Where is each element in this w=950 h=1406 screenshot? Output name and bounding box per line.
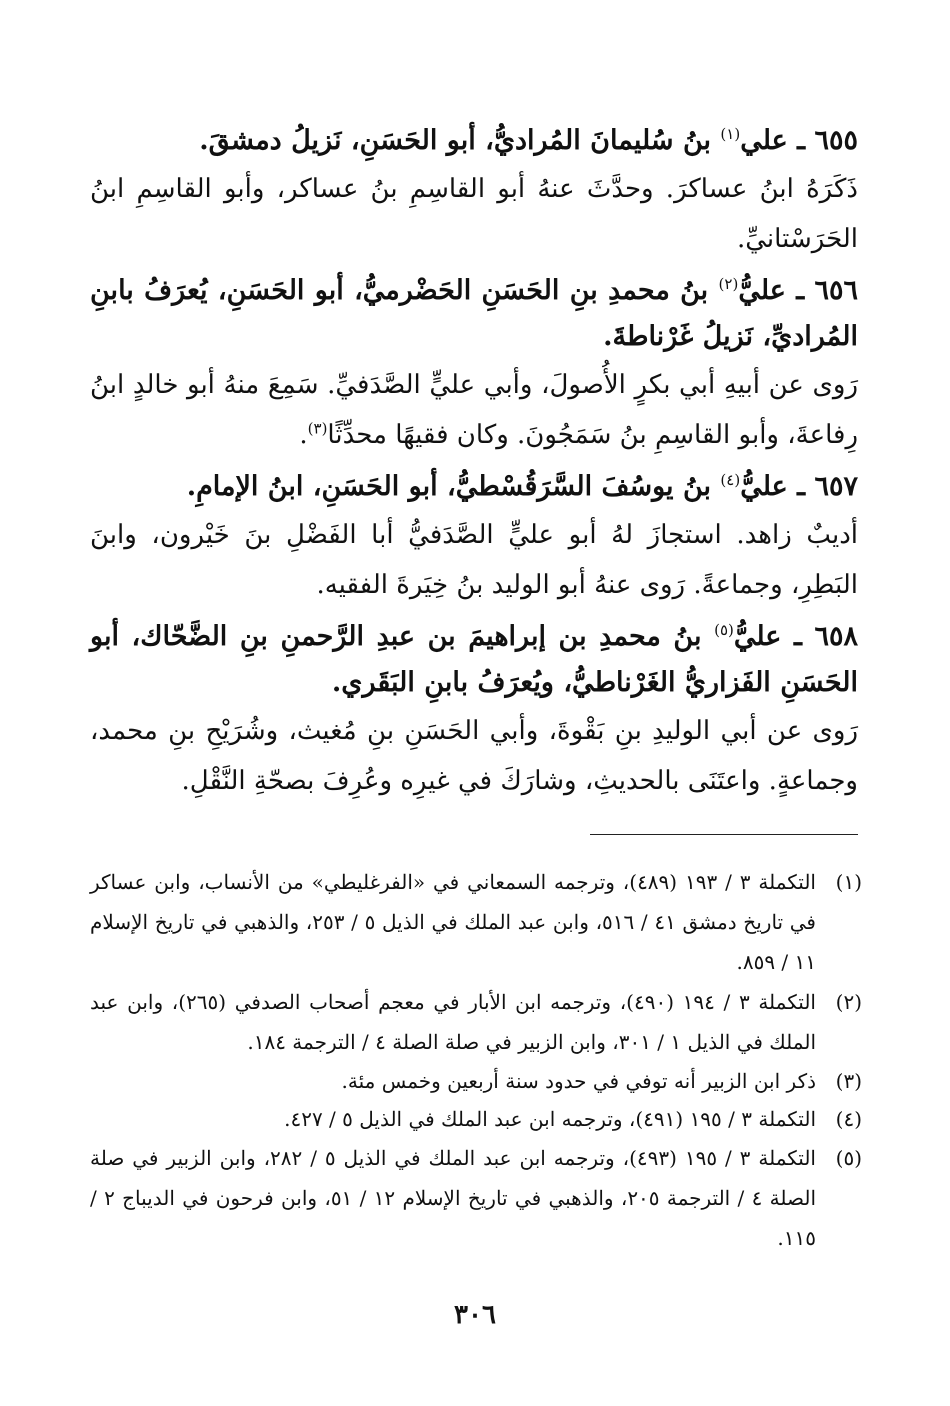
page-number: ٣٠٦ xyxy=(454,1300,496,1330)
entry-name: عليُّ xyxy=(733,621,782,652)
footnote-number: (٢) xyxy=(835,990,862,1014)
entry-name: عليُّ xyxy=(740,471,788,502)
footnote-marker[interactable]: (٢) xyxy=(718,275,739,293)
biography-entry xyxy=(90,268,858,460)
entry-heading-rest: بنُ محمدِ بنِ الحَسَنِ الحَضْرميُّ، أبو الحَسَنِ، يُعرَفُ بابنِ المُراديِّ، نَزيلُ غَرْناطةَ. xyxy=(90,275,858,352)
entry-body: رَوى عن أبي الوليدِ بنِ بَقْوةَ، وأبي الحَسَنِ بنِ مُغيث، وشُرَيْحِ بنِ محمد، وجماعةٍ. واعتَنَى بالحديثِ، وشارَكَ في غيرِه وعُرِفَ بصحّةِ النَّقْلِ. xyxy=(90,716,858,796)
entry-heading: ٦٥٥ ـ علي$^{(١)}$ بنُ سُليمانَ المُراديُّ، أبو الحَسَنِ، نَزيلُ دمشقَ. xyxy=(199,125,858,156)
main-text xyxy=(90,118,858,806)
footnote xyxy=(90,1138,862,1258)
entry-body-text: رَوى عن أبيهِ أبي بكرٍ الأُصولَ، وأبي عليٍّ الصَّدَفيِّ. سَمِعَ منهُ أبو خالدٍ ابنُ رِفاعةَ، وأبو القاسِمِ بنُ سَمَجُونَ. وكان فقيهًا محدِّثًا xyxy=(90,370,858,450)
footnote-marker[interactable]: (٥) xyxy=(714,621,734,639)
footnote xyxy=(90,862,862,982)
footnote-text: التكملة ٣ / ١٩٥ (٤٩٣)، وترجمه ابن عبد الملك في الذيل ٥ / ٢٨٢، وابن الزبير في صلة الصلة ٤ / الترجمة ٢٠٥، والذهبي في تاريخ الإسلام ١٢ / ٥١، وابن فرحون في الديباج ٢ / ١١٥. xyxy=(90,1146,817,1250)
entry-name: عليُّ xyxy=(738,275,786,306)
footnote xyxy=(90,1062,862,1100)
footnote-number: (٥) xyxy=(835,1146,862,1170)
footnote xyxy=(90,982,862,1062)
entry-heading: ٦٥٦ ـ عليُّ$^{(٢)}$ بنُ محمدِ بنِ الحَسَنِ الحَضْرميُّ، أبو الحَسَنِ، يُعرَفُ بابنِ المُراديِّ، نَزيلُ غَرْناطةَ. xyxy=(90,275,858,352)
entry-number: ٦٥٥ xyxy=(814,125,858,156)
entry-number: ٦٥٦ xyxy=(814,275,858,306)
entry-body-end: . xyxy=(299,420,308,450)
biography-entry xyxy=(90,118,858,264)
entry-name: علي xyxy=(740,125,788,156)
footnote xyxy=(90,1100,862,1138)
footnote-text: ذكر ابن الزبير أنه توفي في حدود سنة أربعين وخمس مئة. xyxy=(341,1069,816,1093)
footnote-number: (٣) xyxy=(835,1069,862,1093)
entry-number: ٦٥٨ xyxy=(814,621,858,652)
footnotes xyxy=(90,862,862,1258)
entry-heading-rest: بنُ محمدِ بن إبراهيمَ بن عبدِ الرَّحمنِ بنِ الضَّحّاك، أبو الحَسَنِ الفَزاريُّ الغَرْناطيُّ، ويُعرَفُ بابنِ البَقَري. xyxy=(90,621,858,698)
footnote-marker[interactable]: (٤) xyxy=(720,471,741,489)
entry-number: ٦٥٧ xyxy=(814,471,858,502)
entry-heading-rest: بنُ سُليمانَ المُراديُّ، أبو الحَسَنِ، نَزيلُ دمشقَ. xyxy=(199,125,712,156)
footnote-number: (٤) xyxy=(835,1107,862,1131)
entry-heading: ٦٥٧ ـ عليُّ$^{(٤)}$ بنُ يوسُفَ السَّرَقُسْطيُّ، أبو الحَسَنِ، ابنُ الإمامِ. xyxy=(186,471,858,502)
biography-entry xyxy=(90,464,858,610)
entry-heading: ٦٥٨ ـ عليُّ$^{(٥)}$ بنُ محمدِ بن إبراهيمَ بن عبدِ الرَّحمنِ بنِ الضَّحّاك، أبو الحَسَنِ الفَزاريُّ الغَرْناطيُّ، ويُعرَفُ بابنِ البَقَري. xyxy=(90,621,858,698)
footnote-number: (١) xyxy=(835,870,862,894)
entry-heading-rest: بنُ يوسُفَ السَّرَقُسْطيُّ، أبو الحَسَنِ، ابنُ الإمامِ. xyxy=(186,471,712,502)
biography-entry xyxy=(90,614,858,806)
footnote-marker[interactable]: (٣) xyxy=(307,419,328,438)
entry-body xyxy=(90,360,858,460)
footnote-text: التكملة ٣ / ١٩٣ (٤٨٩)، وترجمه السمعاني في «الفرغليطي» من الأنساب، وابن عساكر في تاريخ دمشق ٤١ / ٥١٦، وابن عبد الملك في الذيل ٥ / ٢٥٣، والذهبي في تاريخ الإسلام ١١ / ٨٥٩. xyxy=(90,870,816,974)
entry-body: ذَكَرَهُ ابنُ عساكرَ. وحدَّثَ عنهُ أبو القاسِمِ بنُ عساكر، وأبو القاسِمِ ابنُ الحَرَسْتانيِّ. xyxy=(90,174,858,254)
footnote-text: التكملة ٣ / ١٩٥ (٤٩١)، وترجمه ابن عبد الملك في الذيل ٥ / ٤٢٧. xyxy=(284,1107,816,1131)
footnote-marker[interactable]: (١) xyxy=(720,125,741,143)
footnote-separator xyxy=(590,834,858,835)
footnote-text: التكملة ٣ / ١٩٤ (٤٩٠)، وترجمه ابن الأبار في معجم أصحاب الصدفي (٢٦٥)، وابن عبد الملك في الذيل ١ / ٣٠١، وابن الزبير في صلة الصلة ٤ / الترجمة ١٨٤. xyxy=(90,990,816,1054)
entry-body: أديبٌ زاهد. استجازَ لهُ أبو عليٍّ الصَّدَفيُّ أبا الفَضْلِ بنَ خَيْرون، وابنَ البَطِرِ، وجماعةً. رَوى عنهُ أبو الوليد بنُ خِيَرةَ الفقيه. xyxy=(90,520,858,600)
